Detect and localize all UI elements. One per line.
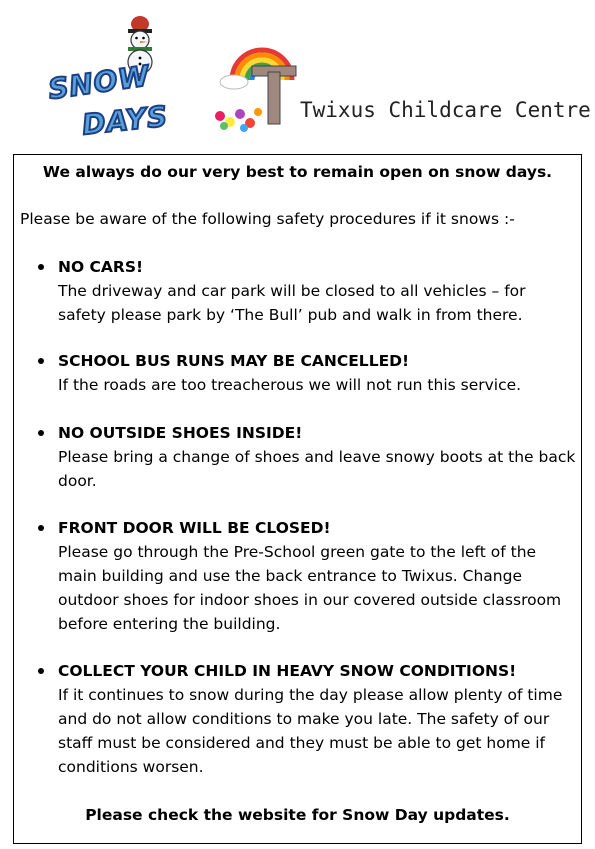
item-title: NO OUTSIDE SHOES INSIDE! <box>58 424 303 442</box>
item-title: FRONT DOOR WILL BE CLOSED! <box>58 519 331 537</box>
header <box>0 0 595 155</box>
item-line: main building and use the back entrance to Twixus. Change <box>58 567 523 585</box>
notice-box <box>13 154 582 844</box>
item-title: SCHOOL BUS RUNS MAY BE CANCELLED! <box>58 352 410 370</box>
item-line: staff must be considered and they must be able to get home if <box>58 734 546 752</box>
days-word: DAYS <box>80 99 170 142</box>
bullet-icon <box>38 668 44 674</box>
item-line: If the roads are too treacherous we will not run this service. <box>58 376 522 394</box>
item-line: outdoor shoes for indoor shoes in our covered outside classroom <box>58 591 562 609</box>
item-line: Please go through the Pre-School green gate to the left of the <box>58 543 537 561</box>
bullet-icon <box>38 358 44 364</box>
item-line: safety please park by ‘The Bull’ pub and walk in from there. <box>58 306 523 324</box>
item-title: NO CARS! <box>58 258 144 276</box>
item-line: The driveway and car park will be closed to all vehicles – for <box>58 282 526 300</box>
intro-text: Please be aware of the following safety procedures if it snows :- <box>20 210 515 228</box>
item-line: If it continues to snow during the day please allow plenty of time <box>58 686 563 704</box>
rainbow-t-logo <box>210 28 310 138</box>
bullet-icon <box>38 264 44 270</box>
item-body <box>58 540 578 636</box>
bullet-icon <box>38 430 44 436</box>
item-line: conditions worsen. <box>58 758 204 776</box>
headline: We always do our very best to remain open on snow days. <box>42 163 553 181</box>
item-body <box>58 279 578 327</box>
item-line: Please bring a change of shoes and leave snowy boots at the back <box>58 448 576 466</box>
item-line: before entering the building. <box>58 615 281 633</box>
footer-note: Please check the website for Snow Day updates. <box>85 806 510 824</box>
item-title: COLLECT YOUR CHILD IN HEAVY SNOW CONDITIONS! <box>58 662 517 680</box>
bullet-icon <box>38 525 44 531</box>
item-body <box>58 683 578 779</box>
brand-name: Twixus Childcare Centre <box>300 98 591 122</box>
snow-days-logo <box>44 14 204 156</box>
item-body <box>58 373 578 397</box>
item-line: door. <box>58 472 97 490</box>
item-line: and do not allow conditions to make you late. The safety of our <box>58 710 550 728</box>
item-body <box>58 445 578 493</box>
snow-word: SNOW <box>46 59 153 106</box>
